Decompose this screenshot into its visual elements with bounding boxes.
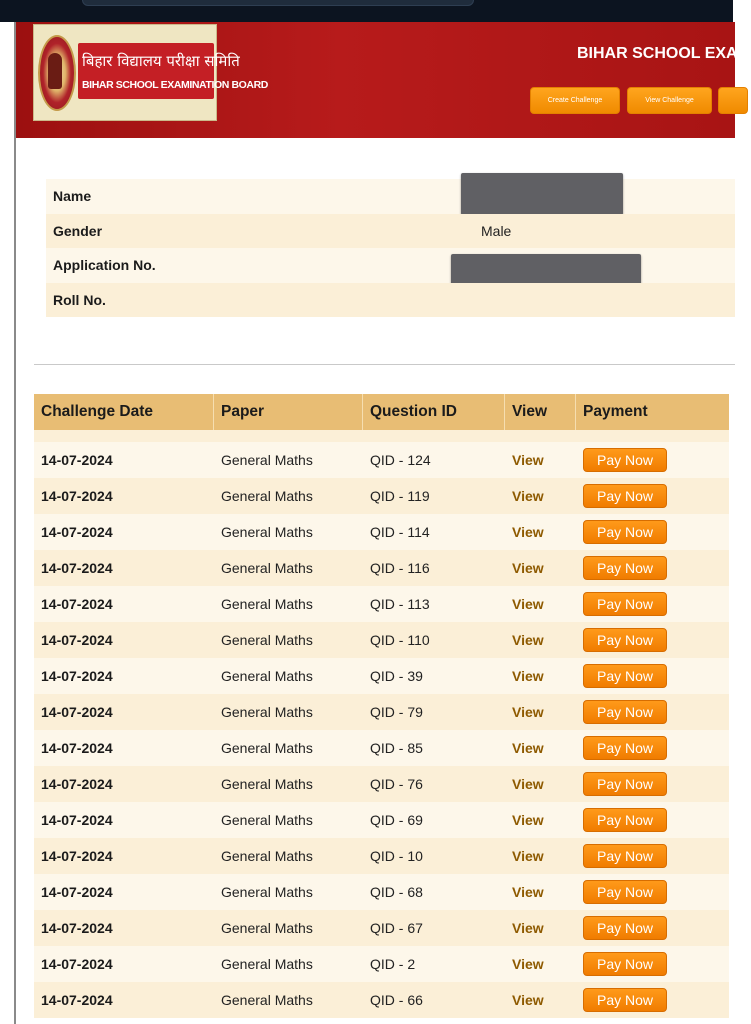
- table-row: [34, 802, 729, 838]
- question-id-cell: QID - 110: [370, 632, 430, 648]
- paper-cell: General Maths: [221, 668, 313, 684]
- paper-cell: General Maths: [221, 740, 313, 756]
- page: [14, 22, 751, 1024]
- pay-now-button[interactable]: Pay Now: [583, 844, 667, 868]
- pay-now-button[interactable]: Pay Now: [583, 700, 667, 724]
- challenge-date-cell: 14-07-2024: [41, 596, 113, 612]
- paper-cell: General Maths: [221, 524, 313, 540]
- view-challenge-button[interactable]: View Challenge: [627, 87, 712, 114]
- paper-cell: General Maths: [221, 956, 313, 972]
- payment-cell: [576, 550, 729, 586]
- table-row: [34, 874, 729, 910]
- col-challenge-date: Challenge Date: [34, 394, 214, 430]
- payment-cell: [576, 982, 729, 1018]
- table-body: [34, 442, 729, 1018]
- question-id-cell: QID - 116: [370, 560, 430, 576]
- roll-label: Roll No.: [53, 291, 106, 308]
- payment-cell: [576, 730, 729, 766]
- payment-cell: [576, 802, 729, 838]
- site-header: [16, 22, 751, 138]
- header-extra-button[interactable]: [718, 87, 748, 114]
- view-link[interactable]: View: [512, 560, 544, 576]
- view-link[interactable]: View: [512, 704, 544, 720]
- view-link[interactable]: View: [512, 956, 544, 972]
- col-question-id: Question ID: [363, 394, 505, 430]
- table-spacer: [34, 430, 729, 442]
- pay-now-button[interactable]: Pay Now: [583, 772, 667, 796]
- pay-now-button[interactable]: Pay Now: [583, 880, 667, 904]
- info-row-name: [46, 179, 735, 214]
- paper-cell: General Maths: [221, 560, 313, 576]
- table-row: [34, 514, 729, 550]
- paper-cell: General Maths: [221, 848, 313, 864]
- view-link[interactable]: View: [512, 596, 544, 612]
- view-link[interactable]: View: [512, 632, 544, 648]
- col-payment: Payment: [583, 403, 648, 420]
- payment-cell: [576, 766, 729, 802]
- payment-cell: [576, 838, 729, 874]
- table-header: [34, 394, 729, 430]
- question-id-cell: QID - 79: [370, 704, 423, 720]
- table-row: [34, 838, 729, 874]
- pay-now-button[interactable]: Pay Now: [583, 952, 667, 976]
- payment-cell: [576, 694, 729, 730]
- divider: [34, 364, 735, 365]
- table-row: [34, 766, 729, 802]
- question-id-cell: QID - 76: [370, 776, 423, 792]
- browser-top-bar: [0, 0, 733, 22]
- pay-now-button[interactable]: Pay Now: [583, 592, 667, 616]
- pay-now-button[interactable]: Pay Now: [583, 520, 667, 544]
- challenge-date-cell: 14-07-2024: [41, 488, 113, 504]
- question-id-cell: QID - 66: [370, 992, 423, 1008]
- pay-now-button[interactable]: Pay Now: [583, 736, 667, 760]
- table-row: [34, 946, 729, 982]
- pay-now-button[interactable]: Pay Now: [583, 448, 667, 472]
- challenge-date-cell: 14-07-2024: [41, 524, 113, 540]
- pay-now-button[interactable]: Pay Now: [583, 916, 667, 940]
- info-row-roll: [46, 283, 735, 318]
- view-link[interactable]: View: [512, 488, 544, 504]
- gender-label: Gender: [53, 222, 103, 239]
- question-id-cell: QID - 114: [370, 524, 430, 540]
- view-link[interactable]: View: [512, 992, 544, 1008]
- site-title: BIHAR SCHOOL EXAM: [577, 45, 751, 62]
- question-id-cell: QID - 69: [370, 812, 423, 828]
- view-link[interactable]: View: [512, 452, 544, 468]
- view-link[interactable]: View: [512, 884, 544, 900]
- view-link[interactable]: View: [512, 848, 544, 864]
- challenge-date-cell: 14-07-2024: [41, 704, 113, 720]
- view-link[interactable]: View: [512, 812, 544, 828]
- candidate-info-table: [46, 179, 735, 317]
- challenge-date-cell: 14-07-2024: [41, 884, 113, 900]
- payment-cell: [576, 514, 729, 550]
- redaction-box: [461, 173, 623, 215]
- view-link[interactable]: View: [512, 524, 544, 540]
- info-row-application: [46, 248, 735, 283]
- pay-now-button[interactable]: Pay Now: [583, 556, 667, 580]
- payment-cell: [576, 586, 729, 622]
- question-id-cell: QID - 113: [370, 596, 430, 612]
- pay-now-button[interactable]: Pay Now: [583, 988, 667, 1012]
- paper-cell: General Maths: [221, 596, 313, 612]
- payment-cell: [576, 658, 729, 694]
- view-link[interactable]: View: [512, 668, 544, 684]
- challenge-date-cell: 14-07-2024: [41, 452, 113, 468]
- pay-now-button[interactable]: Pay Now: [583, 484, 667, 508]
- paper-cell: General Maths: [221, 704, 313, 720]
- challenge-date-cell: 14-07-2024: [41, 776, 113, 792]
- pay-now-button[interactable]: Pay Now: [583, 628, 667, 652]
- create-challenge-button[interactable]: Create Challenge: [530, 87, 620, 114]
- application-label: Application No.: [53, 257, 156, 274]
- question-id-cell: QID - 119: [370, 488, 430, 504]
- paper-cell: General Maths: [221, 812, 313, 828]
- question-id-cell: QID - 10: [370, 848, 423, 864]
- paper-cell: General Maths: [221, 776, 313, 792]
- table-row: [34, 694, 729, 730]
- gender-value: Male: [481, 222, 512, 239]
- col-paper: Paper: [214, 394, 363, 430]
- payment-cell: [576, 442, 729, 478]
- payment-cell: [576, 874, 729, 910]
- question-id-cell: QID - 124: [370, 452, 431, 468]
- info-row-gender: [46, 214, 735, 249]
- challenge-date-cell: 14-07-2024: [41, 920, 113, 936]
- payment-cell: [576, 910, 729, 946]
- table-row: [34, 730, 729, 766]
- table-row: [34, 658, 729, 694]
- payment-cell: [576, 946, 729, 982]
- table-row: [34, 478, 729, 514]
- name-label: Name: [53, 188, 92, 205]
- question-id-cell: QID - 68: [370, 884, 423, 900]
- col-view: View: [505, 394, 576, 430]
- challenge-date-cell: 14-07-2024: [41, 740, 113, 756]
- logo-english-text: BIHAR SCHOOL EXAMINATION BOARD: [82, 79, 268, 91]
- challenge-date-cell: 14-07-2024: [41, 560, 113, 576]
- paper-cell: General Maths: [221, 632, 313, 648]
- pay-now-button[interactable]: Pay Now: [583, 664, 667, 688]
- challenge-table: [34, 394, 729, 1018]
- bseb-logo[interactable]: [33, 24, 268, 121]
- table-row: [34, 586, 729, 622]
- question-id-cell: QID - 85: [370, 740, 423, 756]
- paper-cell: General Maths: [221, 884, 313, 900]
- address-bar[interactable]: [82, 0, 474, 6]
- question-id-cell: QID - 67: [370, 920, 423, 936]
- question-id-cell: QID - 39: [370, 668, 423, 684]
- challenge-date-cell: 14-07-2024: [41, 956, 113, 972]
- logo-hindi-text: बिहार विद्यालय परीक्षा समिति: [82, 52, 240, 70]
- view-link[interactable]: View: [512, 776, 544, 792]
- challenge-date-cell: 14-07-2024: [41, 668, 113, 684]
- paper-cell: General Maths: [221, 488, 313, 504]
- pay-now-button[interactable]: Pay Now: [583, 808, 667, 832]
- question-id-cell: QID - 2: [370, 956, 416, 972]
- table-row: [34, 442, 729, 478]
- table-row: [34, 982, 729, 1018]
- payment-cell: [576, 478, 729, 514]
- challenge-date-cell: 14-07-2024: [41, 812, 113, 828]
- table-row: [34, 910, 729, 946]
- table-row: [34, 550, 729, 586]
- paper-cell: General Maths: [221, 452, 313, 468]
- paper-cell: General Maths: [221, 992, 313, 1008]
- figure-icon: [48, 53, 62, 89]
- view-link[interactable]: View: [512, 920, 544, 936]
- challenge-date-cell: 14-07-2024: [41, 848, 113, 864]
- challenge-date-cell: 14-07-2024: [41, 632, 113, 648]
- table-row: [34, 622, 729, 658]
- challenge-date-cell: 14-07-2024: [41, 992, 113, 1008]
- view-link[interactable]: View: [512, 740, 544, 756]
- paper-cell: General Maths: [221, 920, 313, 936]
- payment-cell: [576, 622, 729, 658]
